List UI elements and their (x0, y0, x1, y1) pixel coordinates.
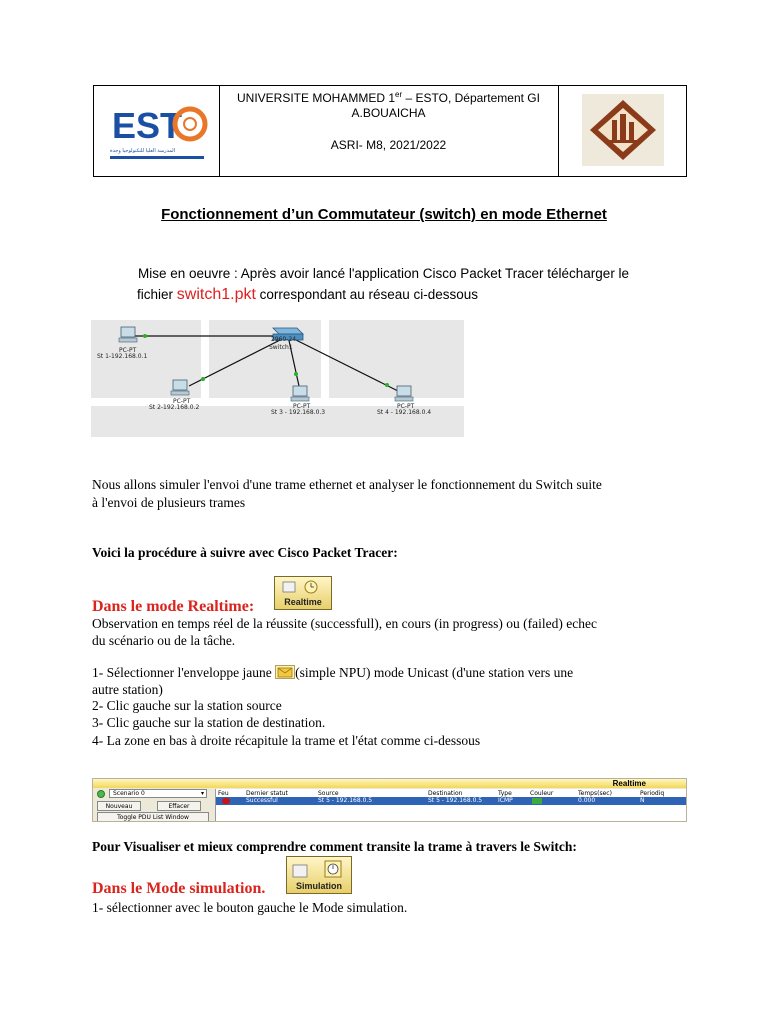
pc-icon (119, 327, 137, 342)
stopwatch-icon (287, 857, 351, 881)
pdu-cell: St 5 - 192.168.0.5 (318, 797, 373, 804)
intro-line-1: Mise en oeuvre : Après avoir lancé l'application Cisco Packet Tracer télécharger le (138, 266, 630, 281)
realtime-step-2: 2- Clic gauche sur la station source (92, 698, 282, 713)
realtime-obs-line-2: du scénario ou de la tâche. (92, 633, 236, 648)
color-swatch (532, 798, 542, 804)
document-title: Fonctionnement d’un Commutateur (switch) en mode Ethernet (161, 206, 607, 223)
realtime-badge-label: Realtime (284, 597, 322, 607)
realtime-step-4: 4- La zone en bas à droite récapitule la trame et l'état comme ci-dessous (92, 733, 481, 748)
chevron-down-icon: ▾ (200, 790, 204, 797)
pdu-cell: ICMP (498, 797, 513, 804)
simulation-mode-button[interactable] (286, 856, 352, 894)
header-center (219, 86, 558, 176)
realtime-step-3: 3- Clic gauche sur la station de destination. (92, 715, 326, 730)
esto-logo (108, 94, 208, 166)
realtime-mode-button[interactable] (274, 576, 332, 610)
author: A.BOUAICHA (351, 106, 426, 120)
pc-label: St 3 - 192.168.0.3 (271, 409, 326, 416)
pdu-col-header: Dernier statut (246, 790, 288, 797)
logo-subtext: المدرسة العليا للتكنولوجيا وجدة (110, 148, 176, 154)
pc-type-label: PC-PT (119, 347, 137, 354)
pdu-col-header: Feu (218, 790, 229, 797)
pc-type-label: PC-PT (293, 403, 311, 410)
pc-label: St 1-192.168.0.1 (97, 353, 148, 360)
simulation-heading: Dans le Mode simulation. (92, 880, 266, 897)
realtime-obs-line-1: Observation en temps réel de la réussite (successfull), en cours (in progress) ou (failed) echec (92, 616, 597, 631)
delete-scenario-button[interactable]: Effacer (157, 801, 201, 811)
pdu-panel (92, 778, 687, 822)
pdu-table-row[interactable] (216, 797, 686, 805)
cell-divider (558, 86, 559, 176)
pdu-col-header: Destination (428, 790, 463, 797)
university-seal (582, 94, 664, 166)
pc-icon (171, 380, 189, 395)
file-name: switch1.pkt (176, 286, 256, 303)
pdu-col-header: Periodiq (640, 790, 665, 797)
switch-model-label: 2960-24 (271, 336, 297, 343)
pdu-table (215, 789, 686, 822)
pdu-cell: N (640, 797, 645, 804)
university-line: UNIVERSITE MOHAMMED 1er – ESTO, Département GI (237, 90, 540, 105)
simulation-step-1: 1- sélectionner avec le bouton gauche le Mode simulation. (92, 900, 408, 915)
pc-icon (291, 386, 309, 401)
visualize-title: Pour Visualiser et mieux comprendre comment transite la trame à travers le Switch: (92, 839, 577, 854)
pdu-col-header: Type (498, 790, 512, 797)
para-line-2: à l'envoi de plusieurs trames (92, 495, 246, 510)
network-diagram (91, 314, 464, 437)
pdu-title: Realtime (612, 779, 646, 788)
pdu-col-header: Source (318, 790, 339, 797)
status-light-icon (222, 798, 230, 804)
procedure-title: Voici la procédure à suivre avec Cisco Packet Tracer: (92, 545, 398, 560)
pc-type-label: PC-PT (397, 403, 415, 410)
para-line-1: Nous allons simuler l'envoi d'une trame ethernet et analyser le fonctionnement du Switch suite (92, 477, 602, 492)
pc-label: St 4 - 192.168.0.4 (377, 409, 432, 416)
switch-name-label: Switch1 (269, 344, 293, 351)
pc-label: St 2-192.168.0.2 (149, 404, 200, 411)
pdu-title-bar (93, 779, 686, 788)
pc-type-label: PC-PT (173, 398, 191, 405)
pdu-cell: St 5 - 192.168.0.5 (428, 797, 483, 804)
simulation-badge-label: Simulation (295, 881, 342, 891)
course: ASRI- M8, 2021/2022 (330, 138, 447, 152)
pc-icon (395, 386, 413, 401)
clock-icon (275, 577, 331, 597)
envelope-icon[interactable] (275, 665, 295, 679)
logo-text: EST (112, 105, 183, 146)
scenario-value: Scenario 0 (113, 790, 145, 797)
pdu-col-header: Temps(sec) (578, 790, 612, 797)
new-scenario-button[interactable]: Nouveau (97, 801, 141, 811)
intro-line-2: fichier switch1.pkt correspondant au réseau ci-dessous (137, 286, 479, 303)
realtime-step-1: 1- Sélectionner l'enveloppe jaune (simple NPU) mode Unicast (d'une station vers une (92, 665, 574, 680)
header-table (93, 85, 687, 177)
scenario-select[interactable] (109, 789, 207, 798)
scenario-indicator-icon (97, 790, 105, 798)
pdu-cell: Successful (246, 797, 278, 804)
pdu-cell: 0.000 (578, 797, 596, 804)
realtime-heading: Dans le mode Realtime: (92, 598, 255, 615)
pdu-col-header: Couleur (530, 790, 554, 797)
realtime-step-1-cont: autre station) (92, 682, 163, 697)
toggle-pdu-list-button[interactable]: Toggle PDU List Window (97, 812, 209, 822)
